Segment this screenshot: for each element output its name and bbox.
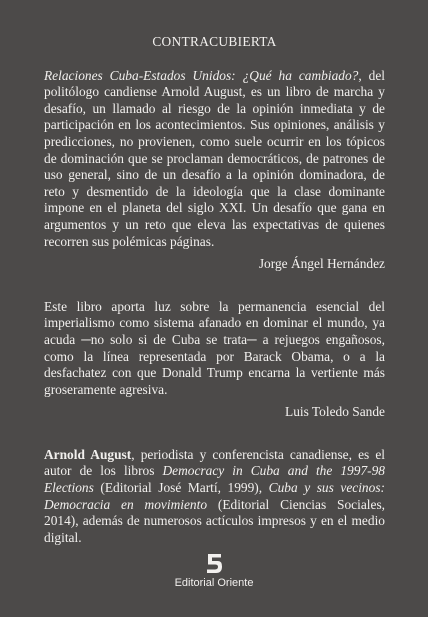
paragraph-review-2: [44, 299, 385, 399]
signature-reviewer-1: Jorge Ángel Hernández: [258, 256, 385, 272]
bio-text-a: , periodista y conferencista canadiense, es el autor de los libros: [44, 446, 385, 479]
book-title: Relaciones Cuba-Estados Unidos: ¿Qué ha cambiado?: [44, 67, 359, 83]
publisher-block: [0, 553, 428, 590]
signature-reviewer-2: Luis Toledo Sande: [285, 404, 385, 420]
bio-text-c: (Editorial Ciencias Sociales, 2014), además de numerosos actículos impresos y en el medio digital.: [44, 496, 386, 545]
bio-text-b: (Editorial José Martí, 1999),: [93, 480, 269, 496]
back-cover-text: [44, 34, 385, 546]
review-1-text: , del politólogo candiense Arnold August, es un libro de marcha y desafío, un llamado al riesgo de la opinión inmediata y de participación en los acontecimientos. Sus opiniones, análisis y predicciones, no provienen, como suele ocurrir en los tópicos de dominación que se proclaman democráticos, de patrones de uso general, sino de un desafío a la opinión dominadora, de reto y desmentido de la ideología que la clase dominante impone en el planeta del siglo XXI. Un desafío que gana en argumentos y un reto que eleva las expectativas de quienes recorren sus polémicas páginas.: [44, 67, 385, 249]
review-2-text: Este libro aporta luz sobre la permanencia esencial del imperialismo como sistema afanado en dominar el mundo, ya acuda ─no solo si de Cuba se trata─ a rejuegos engañosos, como la línea representada por Barack Obama, o a la desfachatez con que Donald Trump encarna la vertiente más groseramente agresiva.: [44, 298, 385, 397]
author-name: Arnold August: [44, 446, 132, 462]
paragraph-review-1: [44, 68, 385, 251]
paragraph-author-bio: [44, 447, 385, 547]
book-title-2: Cuba y sus vecinos: Democracia en movimiento: [44, 480, 385, 512]
editorial-oriente-logo-icon: [205, 553, 223, 574]
page-heading: CONTRACUBIERTA: [152, 34, 277, 49]
publisher-name: Editorial Oriente: [174, 577, 254, 589]
book-title-1: Democracy in Cuba and the 1997-98 Elections: [44, 463, 385, 496]
